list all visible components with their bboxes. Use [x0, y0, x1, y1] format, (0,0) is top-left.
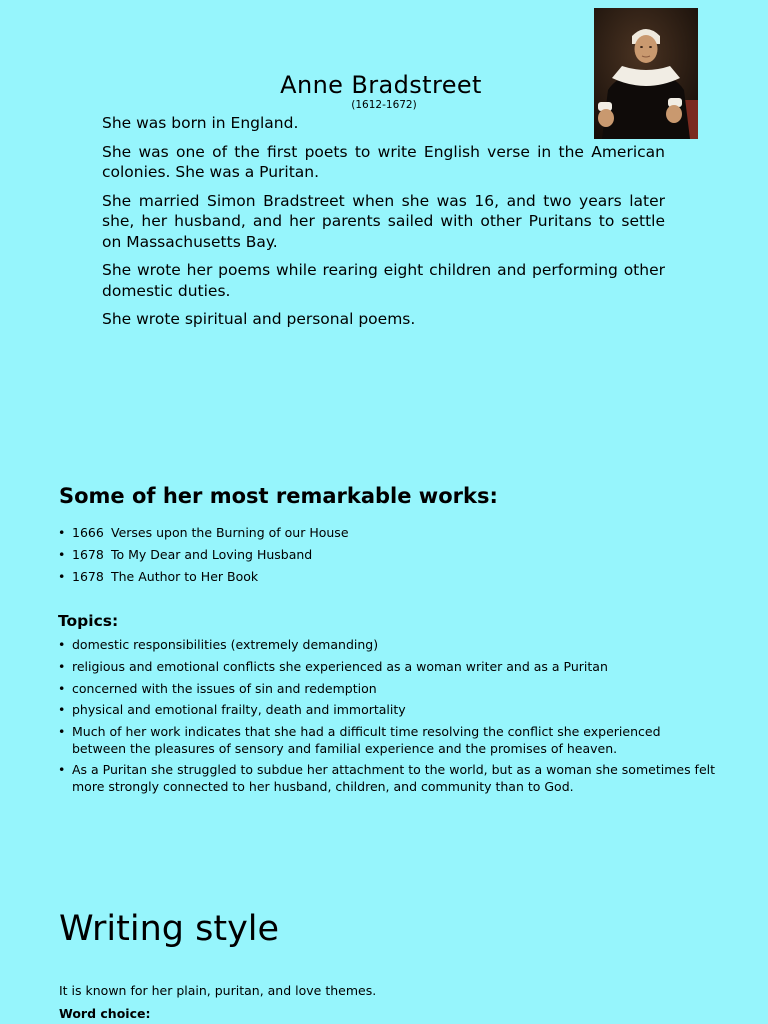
list-item [58, 681, 718, 698]
life-dates: (1612-1672) [351, 99, 417, 111]
bullet-icon: • [58, 637, 66, 652]
bullet-icon: • [58, 568, 66, 584]
portrait-eye-left [640, 46, 643, 48]
topic-text: As a Puritan she struggled to subdue her attachment to the world, but as a woman she sometimes felt more strongly connected to her husband, children, and community than to God. [72, 762, 716, 794]
topic-text: Much of her work indicates that she had a difficult time resolving the conflict she experienced between the pleasures of sensory and familial experience and the promises of heaven. [72, 724, 661, 756]
page-title: Anne Bradstreet [280, 71, 482, 99]
fact-paragraph: She was one of the first poets to write English verse in the American colonies. She was a Puritan. [102, 142, 665, 181]
bullet-icon: • [58, 702, 66, 718]
list-item [58, 702, 718, 719]
bullet-icon: • [58, 525, 66, 540]
bullet-icon: • [58, 680, 66, 696]
list-item [58, 525, 718, 542]
writing-style-text: It is known for her plain, puritan, and love themes. [59, 983, 377, 998]
work-year: 1678 [72, 546, 104, 562]
list-item [58, 569, 718, 586]
list-item [58, 547, 718, 564]
topic-text: religious and emotional conflicts she experienced as a woman writer and as a Puritan [72, 658, 608, 674]
bullet-icon: • [58, 546, 66, 562]
word-choice-label: Word choice: [59, 1006, 151, 1021]
work-title: The Author to Her Book [111, 568, 259, 584]
works-heading: Some of her most remarkable works: [59, 484, 498, 508]
fact-paragraph: She wrote spiritual and personal poems. [102, 310, 416, 328]
list-item [58, 659, 718, 676]
topics-list [58, 637, 718, 801]
bullet-icon: • [58, 724, 66, 740]
fact-paragraph: She was born in England. [102, 114, 299, 132]
list-item [58, 637, 718, 654]
topic-text: domestic responsibilities (extremely demanding) [72, 637, 379, 652]
topics-heading: Topics: [58, 612, 119, 630]
work-title: Verses upon the Burning of our House [111, 525, 349, 540]
bullet-icon: • [58, 658, 66, 674]
work-title: To My Dear and Loving Husband [111, 546, 313, 562]
list-item [58, 762, 718, 795]
fact-paragraph: She wrote her poems while rearing eight children and performing other domestic duties. [102, 261, 665, 300]
work-year: 1678 [72, 568, 104, 584]
portrait-eye-right [649, 46, 652, 48]
fact-paragraph: She married Simon Bradstreet when she was 16, and two years later she, her husband, and her parents sailed with other Puritans to settle on Massachusetts Bay. [102, 191, 665, 251]
biography-facts [102, 113, 665, 338]
topic-text: concerned with the issues of sin and redemption [72, 680, 377, 696]
portrait-face [635, 35, 658, 63]
work-year: 1666 [72, 525, 104, 540]
works-list [58, 525, 718, 590]
topic-text: physical and emotional frailty, death and immortality [72, 702, 406, 718]
writing-style-heading: Writing style [59, 909, 280, 949]
bullet-icon: • [58, 762, 66, 778]
list-item [58, 724, 718, 757]
